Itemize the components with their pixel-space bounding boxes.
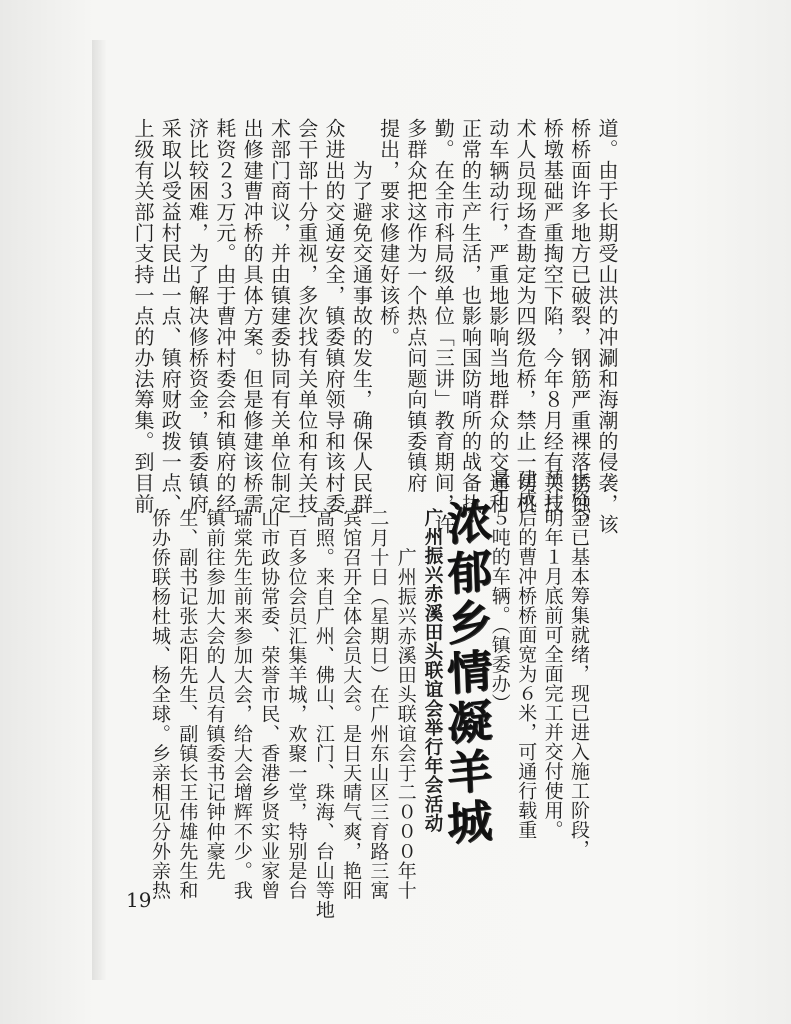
- text-column: 出修建曹冲桥的具体方案。但是修建该桥需: [240, 118, 265, 515]
- text-column: 采取以受益村民出一点、镇府财政拨一点、: [158, 118, 183, 515]
- text-column: 会干部十分重视，多次找有关单位和有关技: [294, 118, 319, 515]
- text-column: 勤。在全市科局级单位「三讲」教育期间，许: [431, 118, 456, 535]
- text-column: 侨办侨联杨杜城、杨全球。乡亲相见分外亲热: [149, 508, 172, 900]
- text-column: 瑞棠先生前来参加大会，给大会增辉不少。我: [230, 508, 253, 900]
- text-column: 高照。来自广州、佛山、江门、珠海、台山等地: [312, 508, 335, 920]
- text-column: 二月十日（星期日）在广州东山区三育路三寓: [367, 508, 390, 900]
- text-column: 提出，要求修建好该桥。: [376, 118, 401, 348]
- text-column: 正常的生产生活，也影响国防哨所的战备执: [458, 118, 483, 515]
- heading-character: 城: [446, 793, 494, 852]
- heading-character: 郁: [446, 543, 494, 602]
- heading-character: 浓: [446, 493, 494, 552]
- text-column: 众进出的交通安全，镇委镇府领导和该村委: [322, 118, 347, 515]
- article-subtitle-and-body: [146, 508, 446, 920]
- text-column: 一百多位会员汇集羊城，欢聚一堂，特别是台: [285, 508, 308, 900]
- text-column: 预计明年１月底前可全面完工并交付使用。: [541, 469, 564, 840]
- text-column: 广州振兴赤溪田头联谊会于二０００年十: [394, 508, 417, 900]
- text-column: 为了避免交通事故的发生，确保人民群: [349, 118, 374, 515]
- article-subtitle: 广州振兴赤溪田头联谊会举行年会活动: [422, 508, 443, 833]
- text-column: 动车辆动行，严重地影响当地群众的交通和: [485, 118, 510, 515]
- text-column: 止资金已基本筹集就绪，现已进入施工阶段，: [568, 469, 590, 859]
- text-column: 建成后的曹冲桥桥面宽为６米，可通行载重: [515, 469, 538, 840]
- page-number: 19: [126, 888, 152, 912]
- text-column: 术部门商议，并由镇建委协同有关单位制定: [267, 118, 292, 515]
- text-column: 量１５吨的车辆。（镇委办）: [488, 469, 511, 713]
- continuation-text-block: [486, 469, 592, 859]
- text-column: 多群众把这作为一个热点问题向镇委镇府: [403, 118, 428, 494]
- text-column: 术人员现场查勘定为四级危桥，禁止一切机: [513, 118, 538, 515]
- text-column: 耗资２３万元。由于曹冲村委会和镇府的经: [212, 118, 237, 515]
- text-column: 道。由于长期受山洪的冲涮和海潮的侵袭，该: [595, 118, 619, 535]
- text-column: 宾馆召开全体会员大会。是日天晴气爽，艳阳: [340, 508, 363, 900]
- text-column: 桥墩基础严重掏空下陷，今年８月经有关技: [540, 118, 565, 515]
- text-column: 上级有关部门支持一点的办法筹集。到目前: [130, 118, 155, 515]
- page-binding-shadow: [92, 40, 106, 980]
- text-column: 桥桥面许多地方已破裂，钢筋严重裸落锈蚀，: [567, 118, 592, 535]
- article-heading: [438, 493, 502, 852]
- text-column: 山市政协常委、荣誉市民、香港乡贤实业家曾: [258, 508, 281, 900]
- heading-character: 情: [446, 643, 494, 702]
- text-column: 生、副书记张志阳先生、副镇长王伟雄先生和: [176, 508, 199, 900]
- text-column: 镇前往参加大会的人员有镇委书记钟仲豪先: [203, 508, 226, 881]
- heading-character: 凝: [446, 693, 494, 752]
- heading-character: 羊: [446, 743, 494, 802]
- text-column: 济比较困难，为了解决修桥资金，镇委镇府: [185, 118, 210, 515]
- heading-character: 乡: [446, 593, 494, 652]
